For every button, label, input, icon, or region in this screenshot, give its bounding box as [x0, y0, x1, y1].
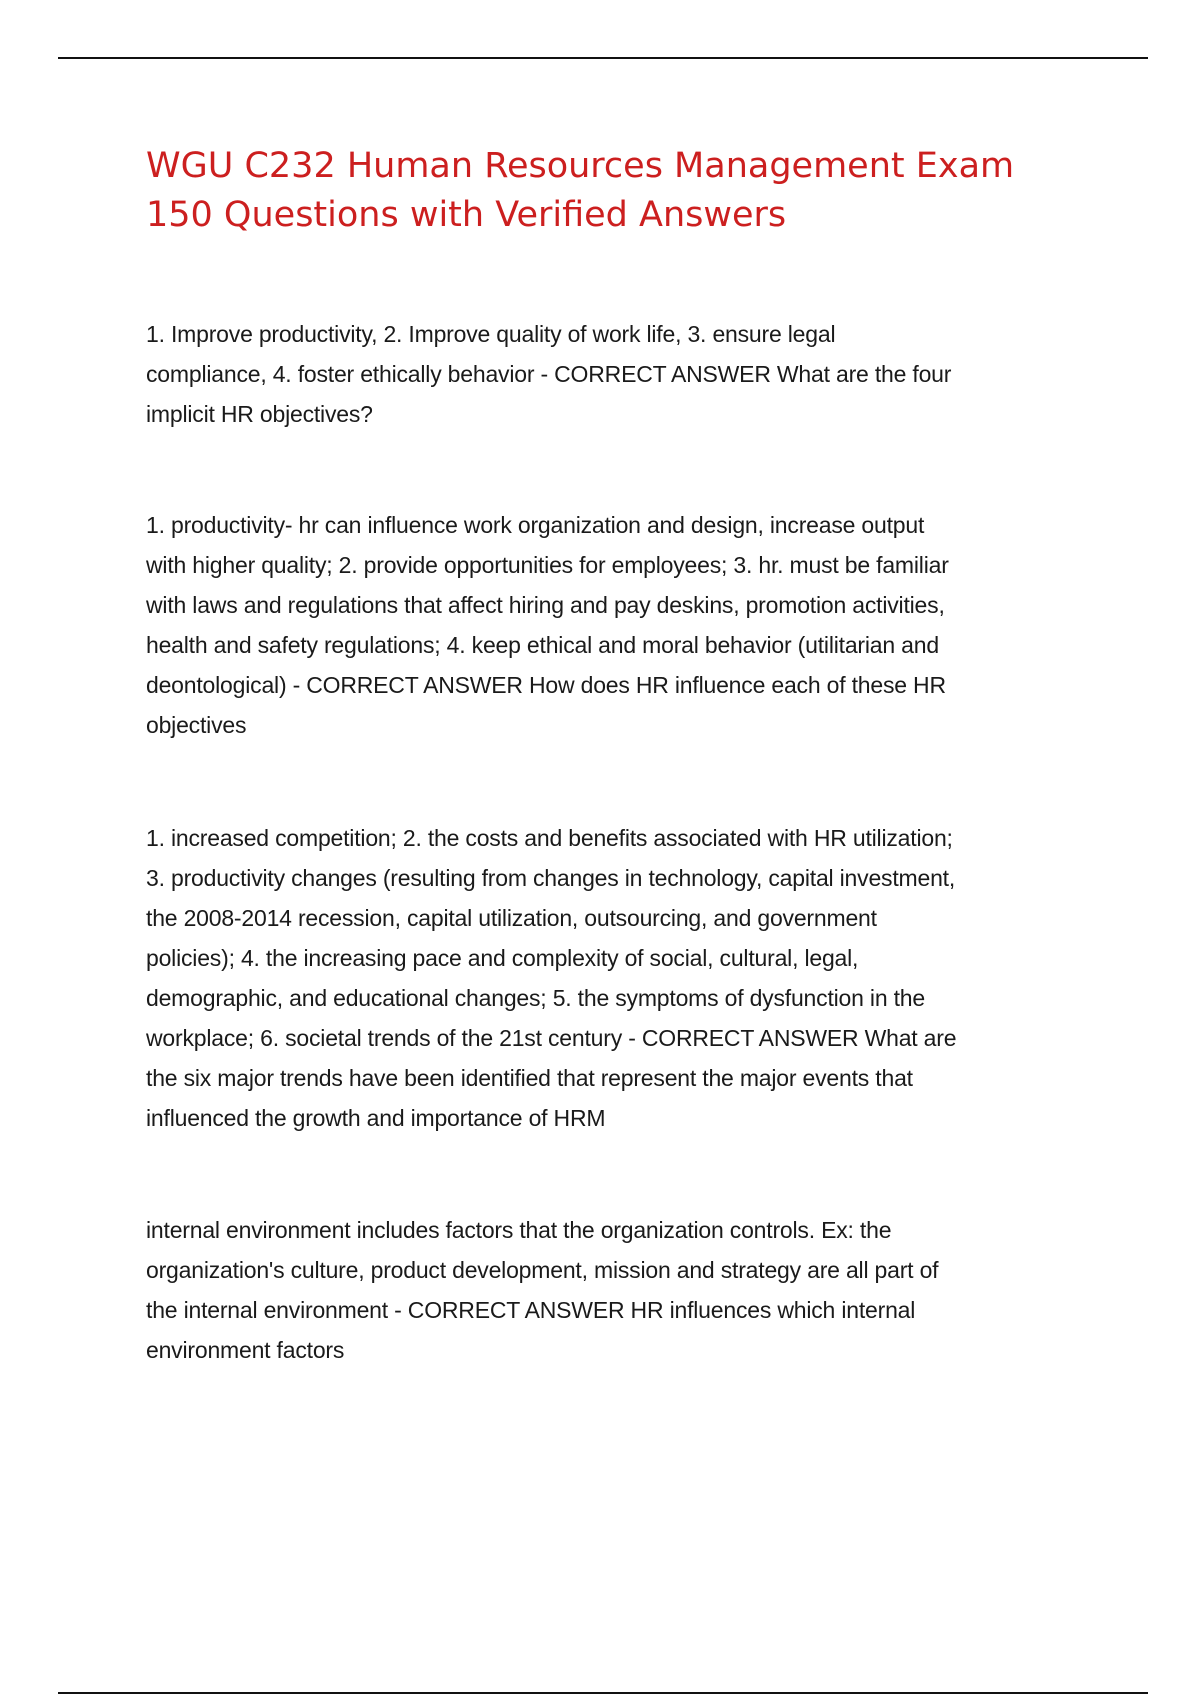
qa-paragraph-4: [146, 1210, 938, 1370]
qa-paragraph-3: [146, 818, 956, 1138]
document-title: [146, 142, 1014, 240]
text-line: 1. Improve productivity, 2. Improve quality of work life, 3. ensure legal: [146, 321, 836, 347]
text-line: with higher quality; 2. provide opportunities for employees; 3. hr. must be familiar: [146, 552, 949, 578]
text-line: demographic, and educational changes; 5. the symptoms of dysfunction in the: [146, 985, 925, 1011]
text-line: influenced the growth and importance of HRM: [146, 1105, 606, 1131]
text-line: organization's culture, product development, mission and strategy are all part of: [146, 1257, 939, 1283]
text-line: policies); 4. the increasing pace and complexity of social, cultural, legal,: [146, 945, 859, 971]
text-line: the internal environment - CORRECT ANSWER HR influences which internal: [146, 1297, 916, 1323]
text-line: 1. productivity- hr can influence work organization and design, increase output: [146, 512, 925, 538]
title-line: WGU C232 Human Resources Management Exam: [146, 146, 1015, 186]
text-line: internal environment includes factors that the organization controls. Ex: the: [146, 1217, 892, 1243]
text-line: health and safety regulations; 4. keep ethical and moral behavior (utilitarian and: [146, 632, 939, 658]
text-line: environment factors: [146, 1337, 345, 1363]
text-line: 1. increased competition; 2. the costs and benefits associated with HR utilization;: [146, 825, 953, 851]
text-line: implicit HR objectives?: [146, 401, 373, 427]
footer-rule: [58, 1692, 1148, 1694]
text-line: compliance, 4. foster ethically behavior - CORRECT ANSWER What are the four: [146, 361, 952, 387]
qa-paragraph-2: [146, 505, 949, 745]
header-rule: [58, 57, 1148, 59]
text-line: 3. productivity changes (resulting from changes in technology, capital investment,: [146, 865, 956, 891]
text-line: the six major trends have been identified that represent the major events that: [146, 1065, 913, 1091]
title-line: 150 Questions with Verified Answers: [146, 195, 787, 235]
text-line: objectives: [146, 712, 247, 738]
text-line: with laws and regulations that affect hiring and pay deskins, promotion activities,: [146, 592, 945, 618]
text-line: the 2008-2014 recession, capital utilization, outsourcing, and government: [146, 905, 877, 931]
text-line: deontological) - CORRECT ANSWER How does HR influence each of these HR: [146, 672, 946, 698]
text-line: workplace; 6. societal trends of the 21st century - CORRECT ANSWER What are: [146, 1025, 957, 1051]
qa-paragraph-1: [146, 314, 951, 434]
